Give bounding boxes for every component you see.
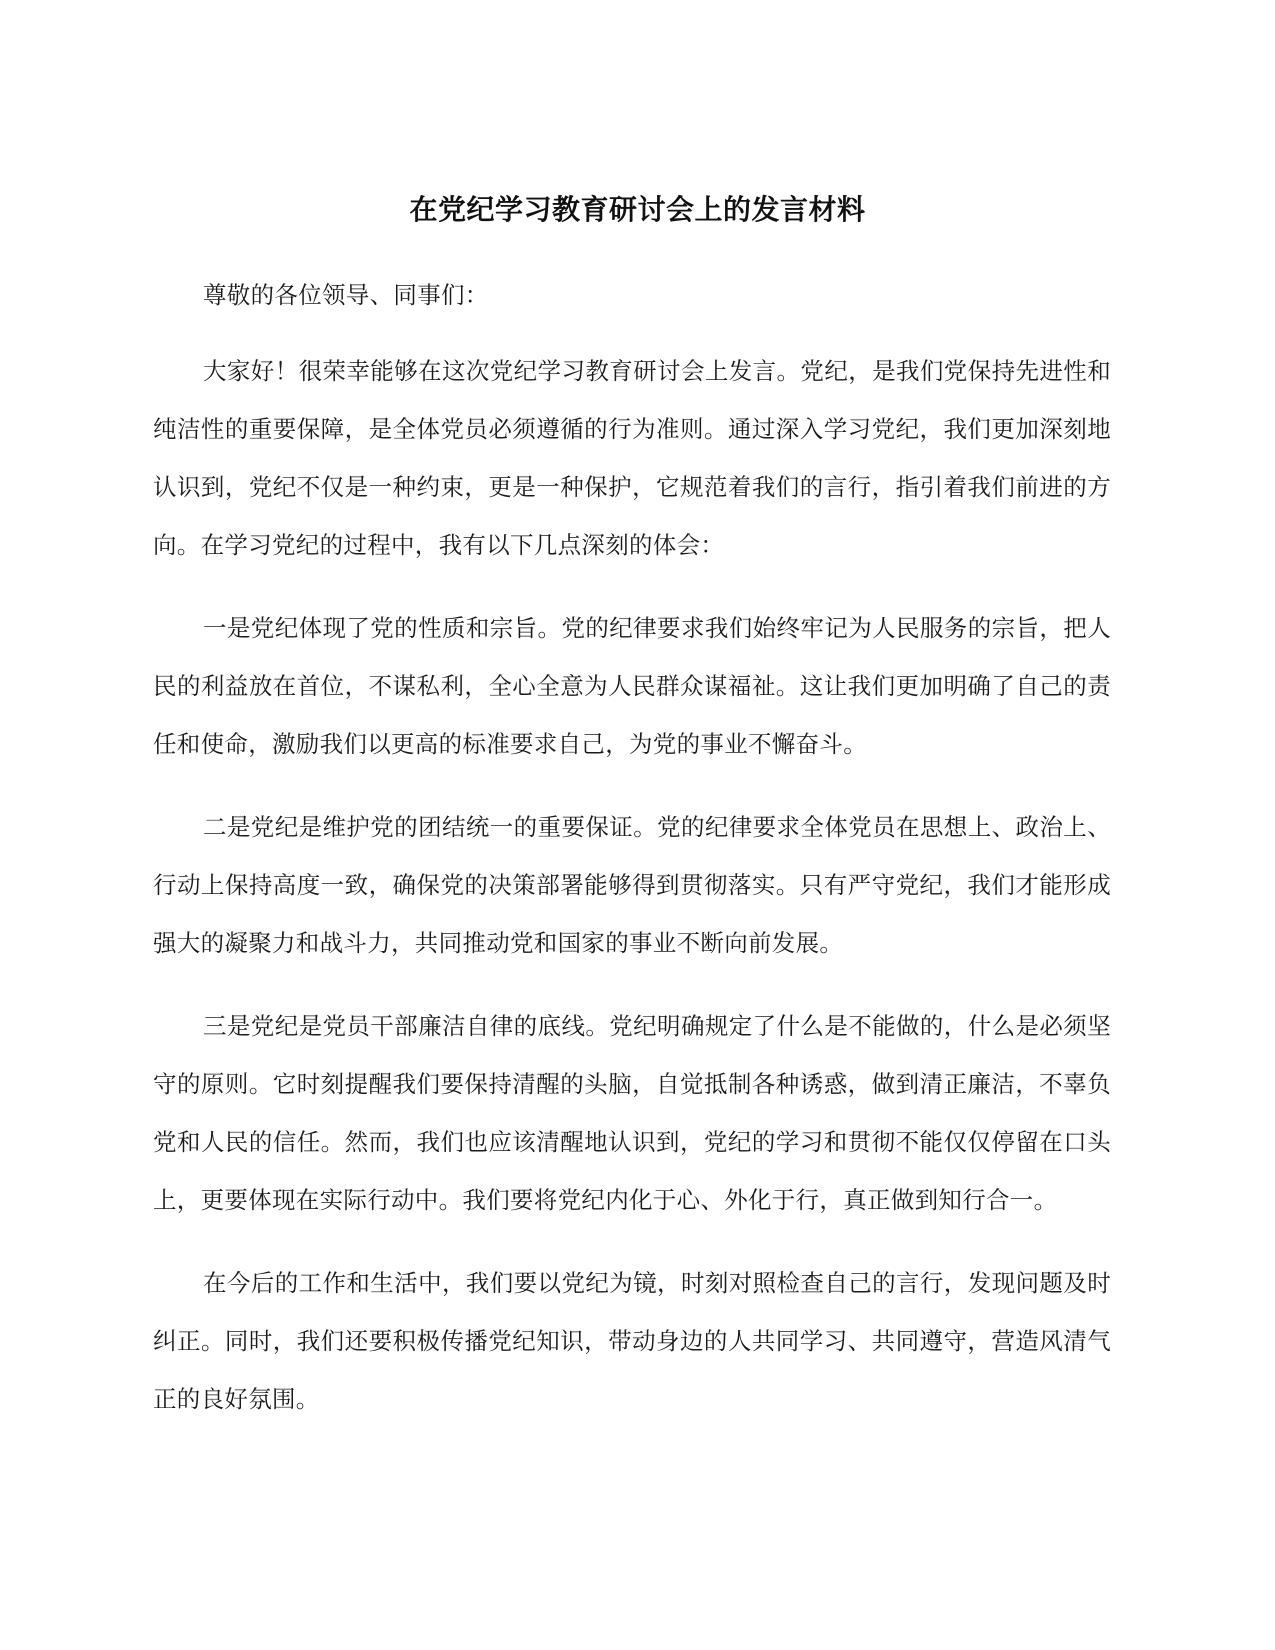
paragraph-conclusion: 在今后的工作和生活中，我们要以党纪为镜，时刻对照检查自己的言行，发现问题及时纠正。同时，我们还要积极传播党纪知识，带动身边的人共同学习、共同遵守，营造风清气正的良好氛围。 [153, 1269, 1111, 1413]
greeting: 尊敬的各位领导、同事们： [203, 281, 489, 309]
paragraph-intro: 大家好！很荣幸能够在这次党纪学习教育研讨会上发言。党纪，是我们党保持先进性和纯洁性的重要保障，是全体党员必须遵循的行为准则。通过深入学习党纪，我们更加深刻地认识到，党纪不仅是一种约束，更是一种保护，它规范着我们的言行，指引着我们前进的方向。在学习党纪的过程中，我有以下几点深刻的体会： [153, 357, 1111, 559]
paragraph-point-three: 三是党纪是党员干部廉洁自律的底线。党纪明确规定了什么是不能做的，什么是必须坚守的原则。它时刻提醒我们要保持清醒的头脑，自觉抵制各种诱惑，做到清正廉洁，不辜负党和人民的信任。然而，我们也应该清醒地认识到，党纪的学习和贯彻不能仅仅停留在口头上，更要体现在实际行动中。我们要将党纪内化于心、外化于行，真正做到知行合一。 [153, 1012, 1111, 1214]
paragraph-point-one: 一是党纪体现了党的性质和宗旨。党的纪律要求我们始终牢记为人民服务的宗旨，把人民的利益放在首位，不谋私利，全心全意为人民群众谋福祉。这让我们更加明确了自己的责任和使命，激励我们以更高的标准要求自己，为党的事业不懈奋斗。 [153, 614, 1111, 758]
document-title: 在党纪学习教育研讨会上的发言材料 [409, 193, 866, 226]
document-body [153, 270, 1111, 1453]
paragraph-point-two: 二是党纪是维护党的团结统一的重要保证。党的纪律要求全体党员在思想上、政治上、行动上保持高度一致，确保党的决策部署能够得到贯彻落实。只有严守党纪，我们才能形成强大的凝聚力和战斗力，共同推动党和国家的事业不断向前发展。 [153, 813, 1111, 957]
